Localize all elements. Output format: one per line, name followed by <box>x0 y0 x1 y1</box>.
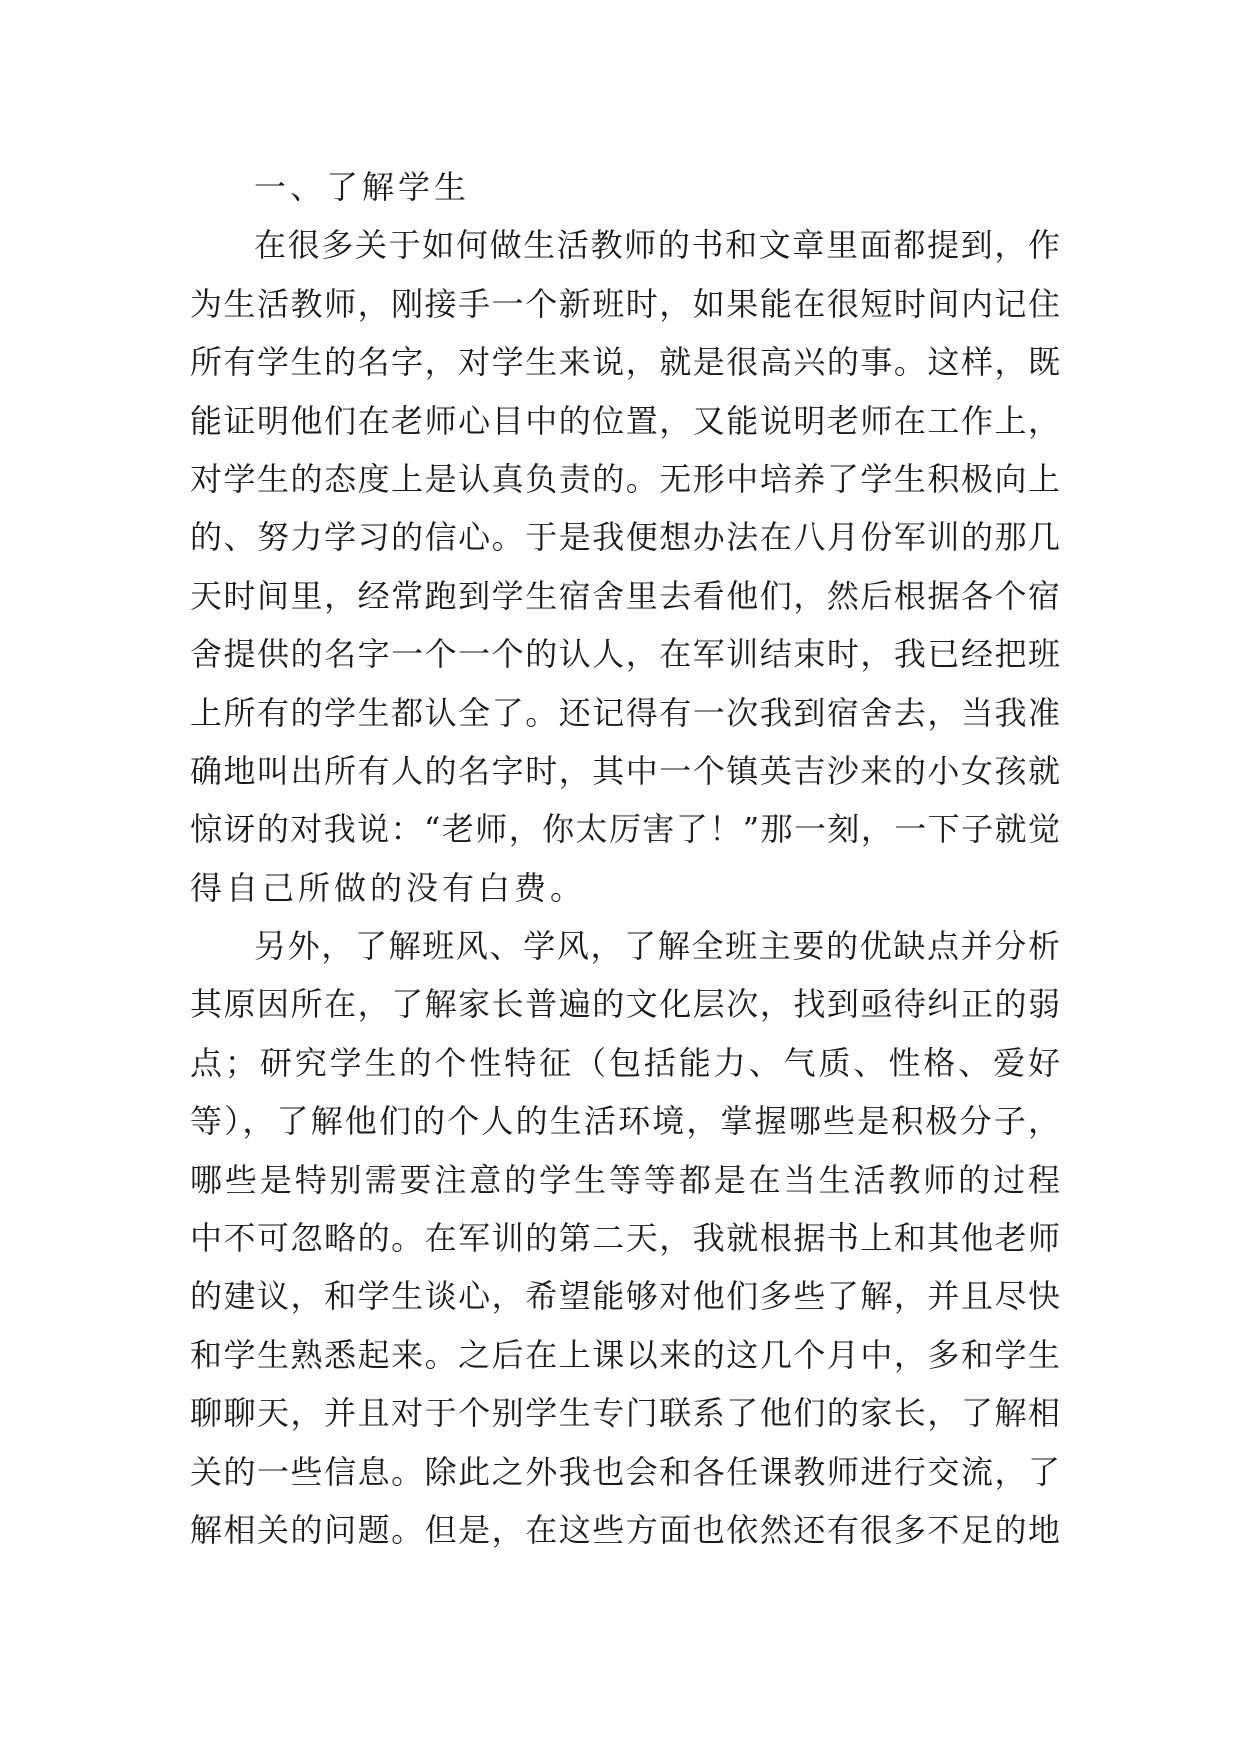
paragraph-line: 等），了解他们的个人的生活环境，掌握哪些是积极分子， <box>190 1102 1060 1141</box>
paragraph-line: 得自己所做的没有白费。 <box>190 868 587 907</box>
paragraph-line: 其原因所在，了解家长普遍的文化层次，找到亟待纠正的弱 <box>190 985 1060 1024</box>
paragraph-line: 为生活教师，刚接手一个新班时，如果能在很短时间内记住 <box>190 284 1060 323</box>
paragraph-line: 在很多关于如何做生活教师的书和文章里面都提到，作 <box>254 226 1060 265</box>
paragraph-line: 聊聊天，并且对于个别学生专门联系了他们的家长，了解相 <box>190 1394 1060 1433</box>
paragraph-line: 的、努力学习的信心。于是我便想办法在八月份军训的那几 <box>190 518 1060 557</box>
paragraph-line: 对学生的态度上是认真负责的。无形中培养了学生积极向上 <box>190 459 1060 498</box>
paragraph-line: 中不可忽略的。在军训的第二天，我就根据书上和其他老师 <box>190 1219 1060 1258</box>
paragraph-line: 另外，了解班风、学风，了解全班主要的优缺点并分析 <box>254 927 1060 966</box>
paragraph-line: 点；研究学生的个性特征（包括能力、气质、性格、爱好 <box>190 1043 1060 1082</box>
paragraph-line: 舍提供的名字一个一个的认人，在军训结束时，我已经把班 <box>190 635 1060 674</box>
document-body <box>190 158 1060 1559</box>
paragraph-line: 的建议，和学生谈心，希望能够对他们多些了解，并且尽快 <box>190 1277 1060 1316</box>
paragraph-line: 天时间里，经常跑到学生宿舍里去看他们，然后根据各个宿 <box>190 576 1060 615</box>
paragraph-line: 上所有的学生都认全了。还记得有一次我到宿舍去，当我准 <box>190 693 1060 732</box>
paragraph-line: 关的一些信息。除此之外我也会和各任课教师进行交流，了 <box>190 1452 1060 1491</box>
paragraph-line: 确地叫出所有人的名字时，其中一个镇英吉沙来的小女孩就 <box>190 751 1060 790</box>
paragraph-2 <box>190 917 1060 1559</box>
paragraph-line: 哪些是特别需要注意的学生等等都是在当生活教师的过程 <box>190 1160 1060 1199</box>
paragraph-line: 惊讶的对我说：“老师，你太厉害了！”那一刻，一下子就觉 <box>190 810 1060 849</box>
paragraph-line: 所有学生的名字，对学生来说，就是很高兴的事。这样，既 <box>190 343 1060 382</box>
paragraph-line: 能证明他们在老师心目中的位置，又能说明老师在工作上， <box>190 401 1060 440</box>
section-heading: 一、了解学生 <box>254 168 471 206</box>
paragraph-line: 和学生熟悉起来。之后在上课以来的这几个月中，多和学生 <box>190 1335 1060 1374</box>
paragraph-line: 解相关的问题。但是，在这些方面也依然还有很多不足的地 <box>190 1510 1060 1549</box>
paragraph-1 <box>190 216 1060 917</box>
